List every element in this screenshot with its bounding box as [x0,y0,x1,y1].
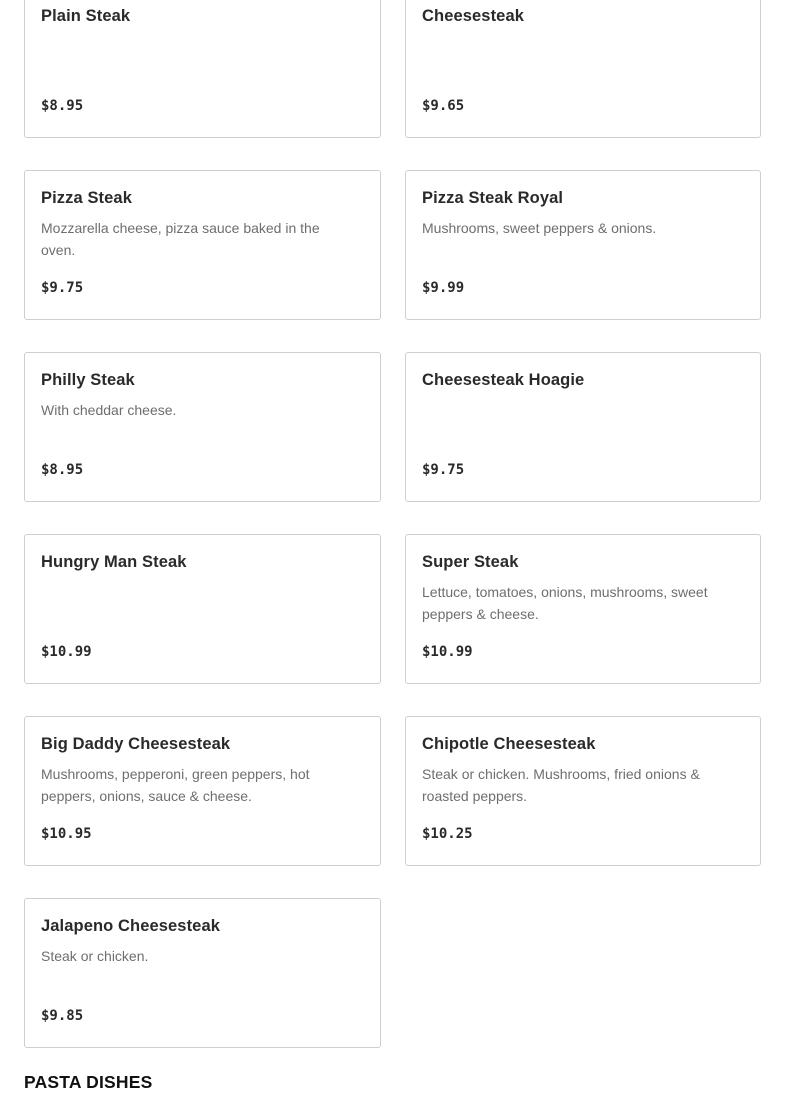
menu-item-price: $9.75 [422,462,465,478]
menu-item-name: Pizza Steak Royal [422,189,564,207]
menu-item-name: Cheesesteak [422,7,525,25]
menu-item-price: $9.99 [422,280,465,296]
section-title-pasta-dishes: PASTA DISHES [24,1072,153,1092]
menu-item-description: Mushrooms, pepperoni, green peppers, hot peppers, onions, sauce & cheese. [41,766,310,804]
menu-item-name: Big Daddy Cheesesteak [41,735,231,753]
menu-item-description: Lettuce, tomatoes, onions, mushrooms, sweet peppers & cheese. [422,584,708,622]
menu-item-price: $8.95 [41,98,84,114]
menu-item-price: $9.65 [422,98,465,114]
menu-item-price: $9.85 [41,1008,84,1024]
menu-item-description: Steak or chicken. Mushrooms, fried onions & roasted peppers. [422,766,700,804]
menu-item-name: Cheesesteak Hoagie [422,371,585,389]
menu-item-price: $8.95 [41,462,84,478]
menu-item-description: Mozzarella cheese, pizza sauce baked in the oven. [41,220,320,258]
menu-item-card[interactable] [405,716,761,866]
menu-item-card[interactable] [24,898,381,1048]
menu-item-card[interactable] [24,716,381,866]
menu-item-description: With cheddar cheese. [41,402,177,418]
menu-item-description: Steak or chicken. [41,948,149,964]
menu-item-price: $9.75 [41,280,84,296]
menu-item-description: Mushrooms, sweet peppers & onions. [422,220,657,236]
menu-item-card[interactable] [24,170,381,320]
menu-item-name: Chipotle Cheesesteak [422,735,596,753]
menu-item-price: $10.99 [422,644,473,660]
menu-item-card[interactable] [24,534,381,684]
menu-item-name: Hungry Man Steak [41,553,187,571]
menu-item-card[interactable] [405,352,761,502]
menu-item-name: Jalapeno Cheesesteak [41,917,221,935]
menu-items-grid [24,0,761,1048]
menu-item-card[interactable] [24,0,381,138]
menu-item-card[interactable] [24,352,381,502]
menu-item-price: $10.99 [41,644,92,660]
menu-item-card[interactable] [405,534,761,684]
menu-item-price: $10.95 [41,826,92,842]
menu-item-name: Philly Steak [41,371,135,389]
menu-item-name: Pizza Steak [41,189,132,207]
menu-item-card[interactable] [405,170,761,320]
menu-item-price: $10.25 [422,826,473,842]
menu-item-name: Super Steak [422,553,519,571]
menu-item-card[interactable] [405,0,761,138]
menu-item-name: Plain Steak [41,7,131,25]
